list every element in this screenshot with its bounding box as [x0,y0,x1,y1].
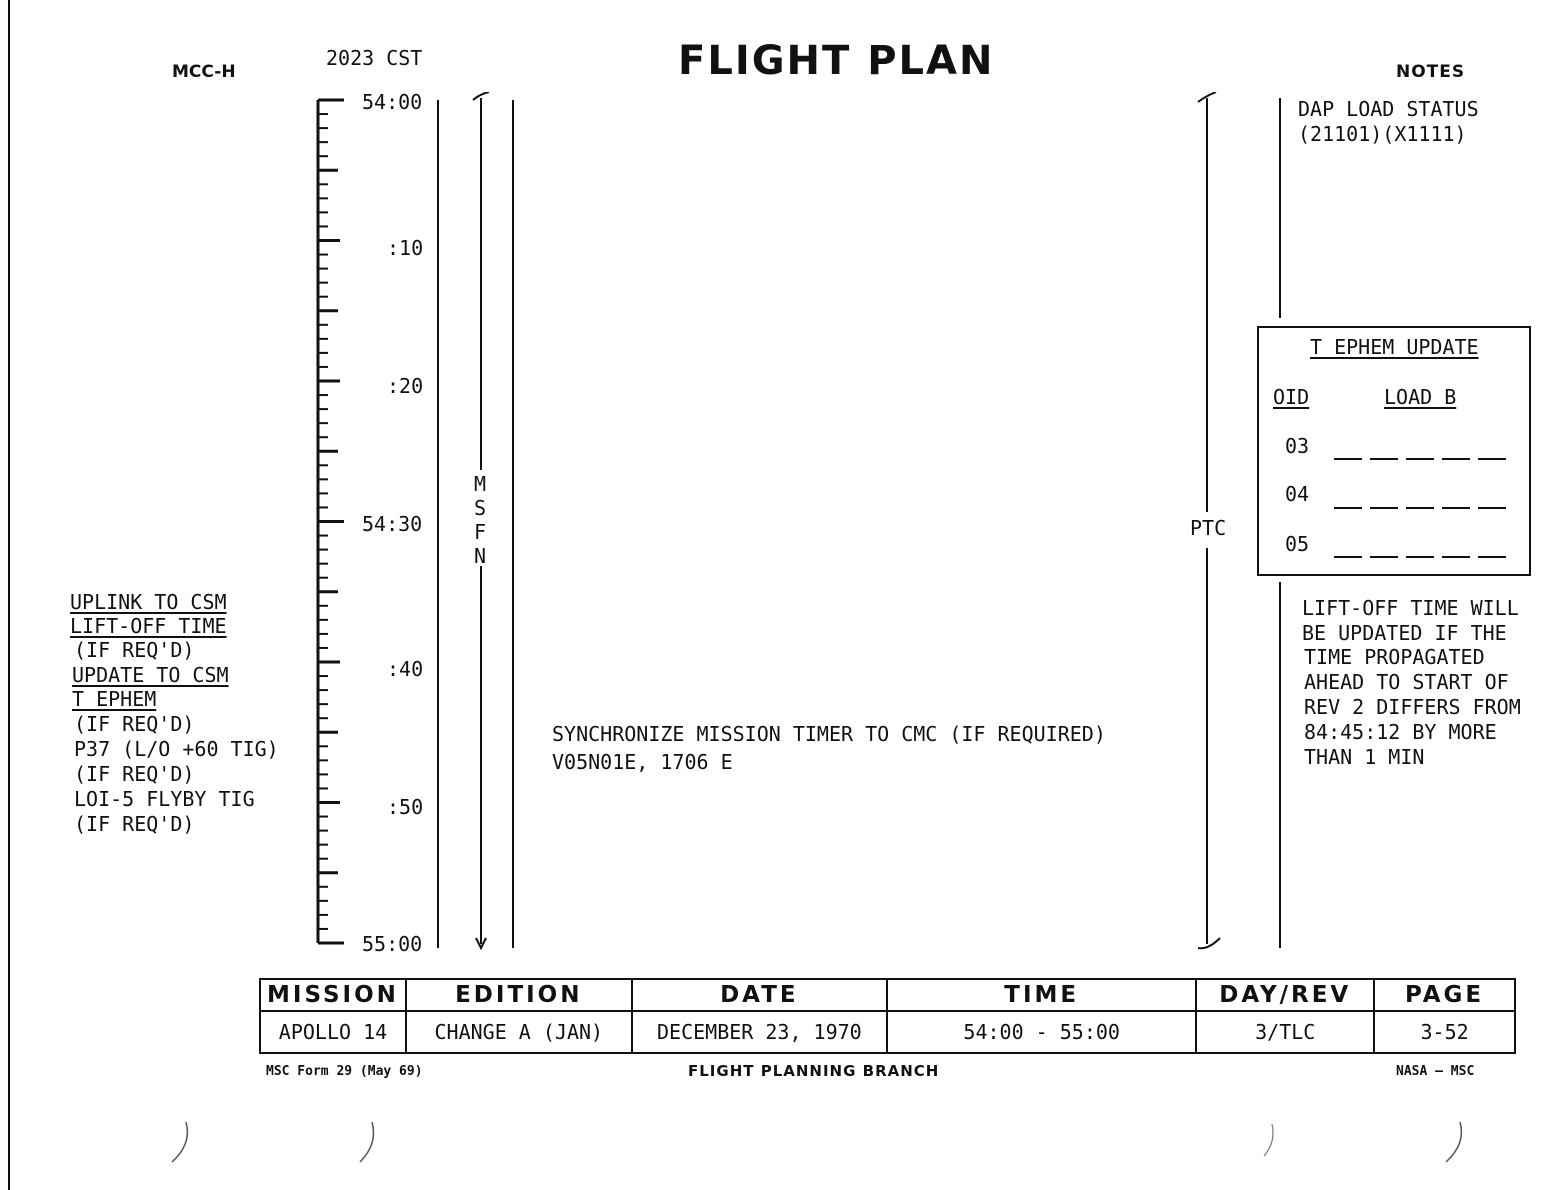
liftoff-note-line: THAN 1 MIN [1304,745,1425,769]
liftoff-note-line: REV 2 DIFFERS FROM [1304,695,1521,719]
day-rev-value: 3/TLC [1196,1011,1374,1053]
date-value: DECEMBER 23, 1970 [632,1011,887,1053]
left-note-line: UPDATE TO CSM [72,663,229,687]
time-zone-label: 2023 CST [326,46,423,70]
left-note-line: (IF REQ'D) [74,762,195,786]
time-label-54-30: 54:30 [362,512,423,536]
liftoff-note-line: 84:45:12 BY MORE [1304,720,1497,744]
timeline-ruler [300,90,360,960]
entry-blank-dash [1442,458,1470,460]
entry-blank-dash [1334,556,1362,558]
oid-row: 04 [1285,482,1310,506]
msfn-letter-n: N [474,544,487,568]
entry-blank-dash [1478,507,1506,509]
entry-blank-dash [1334,507,1362,509]
time-header: TIME [887,979,1196,1011]
msfn-letter-s: S [474,496,487,520]
mission-header: MISSION [260,979,406,1011]
agency-label: NASA — MSC [1396,1064,1475,1079]
notes-column-line-lower [1279,582,1281,948]
footer-table [259,978,1516,1054]
left-note-line: UPLINK TO CSM [70,590,227,614]
binder-marks [0,1110,1565,1170]
time-value: 54:00 - 55:00 [887,1011,1196,1053]
msfn-letter-f: F [474,520,487,544]
entry-blank-dash [1370,507,1398,509]
activity-line-1: SYNCHRONIZE MISSION TIMER TO CMC (IF REQUIRED) [552,722,1106,746]
time-label-20: :20 [387,374,424,398]
mission-value: APOLLO 14 [260,1011,406,1053]
entry-blank-dash [1406,556,1434,558]
oid-row: 03 [1285,434,1310,458]
left-note-line: T EPHEM [72,687,157,711]
page-header: PAGE [1374,979,1515,1011]
time-label-10: :10 [387,236,424,260]
date-header: DATE [632,979,887,1011]
entry-blank-dash [1442,556,1470,558]
left-note-line: LOI-5 FLYBY TIG [74,787,255,811]
dap-load-values: (21101)(X1111) [1298,122,1467,146]
left-note-line: LIFT-OFF TIME [70,614,227,638]
page-title: FLIGHT PLAN [678,38,995,84]
time-label-50: :50 [387,795,424,819]
time-label-54-00: 54:00 [362,90,423,114]
entry-blank-dash [1478,556,1506,558]
notes-label: NOTES [1396,62,1466,82]
entry-blank-dash [1442,507,1470,509]
left-note-line: (IF REQ'D) [74,812,195,836]
timeline-column-line-1 [437,100,439,948]
liftoff-note-line: BE UPDATED IF THE [1302,621,1507,645]
time-label-55-00: 55:00 [362,932,423,956]
day-rev-header: DAY/REV [1196,979,1374,1011]
left-note-line: P37 (L/O +60 TIG) [74,737,279,761]
liftoff-note-line: LIFT-OFF TIME WILL [1302,596,1519,620]
time-label-40: :40 [387,657,424,681]
page-edge-line [8,0,10,1190]
activity-line-2: V05N01E, 1706 E [552,750,733,774]
oid-row: 05 [1285,532,1310,556]
edition-value: CHANGE A (JAN) [406,1011,632,1053]
entry-blank-dash [1370,556,1398,558]
left-note-line: (IF REQ'D) [74,638,195,662]
entry-blank-dash [1334,458,1362,460]
oid-header: OID [1273,385,1310,409]
edition-header: EDITION [406,979,632,1011]
form-number: MSC Form 29 (May 69) [266,1064,423,1079]
load-b-header: LOAD B [1384,385,1457,409]
left-note-line: (IF REQ'D) [74,712,195,736]
notes-column-line [1279,98,1281,318]
entry-blank-dash [1370,458,1398,460]
ephem-box-title: T EPHEM UPDATE [1310,335,1479,359]
entry-blank-dash [1478,458,1506,460]
liftoff-note-line: TIME PROPAGATED [1304,645,1485,669]
page-value: 3-52 [1374,1011,1515,1053]
msfn-letter-m: M [474,472,487,496]
branch-label: FLIGHT PLANNING BRANCH [688,1062,940,1080]
mcc-h-label: MCC-H [172,62,236,82]
timeline-column-line-2 [512,100,514,948]
dap-load-status: DAP LOAD STATUS [1298,97,1479,121]
entry-blank-dash [1406,507,1434,509]
ptc-label: PTC [1190,516,1227,540]
entry-blank-dash [1406,458,1434,460]
liftoff-note-line: AHEAD TO START OF [1304,670,1509,694]
